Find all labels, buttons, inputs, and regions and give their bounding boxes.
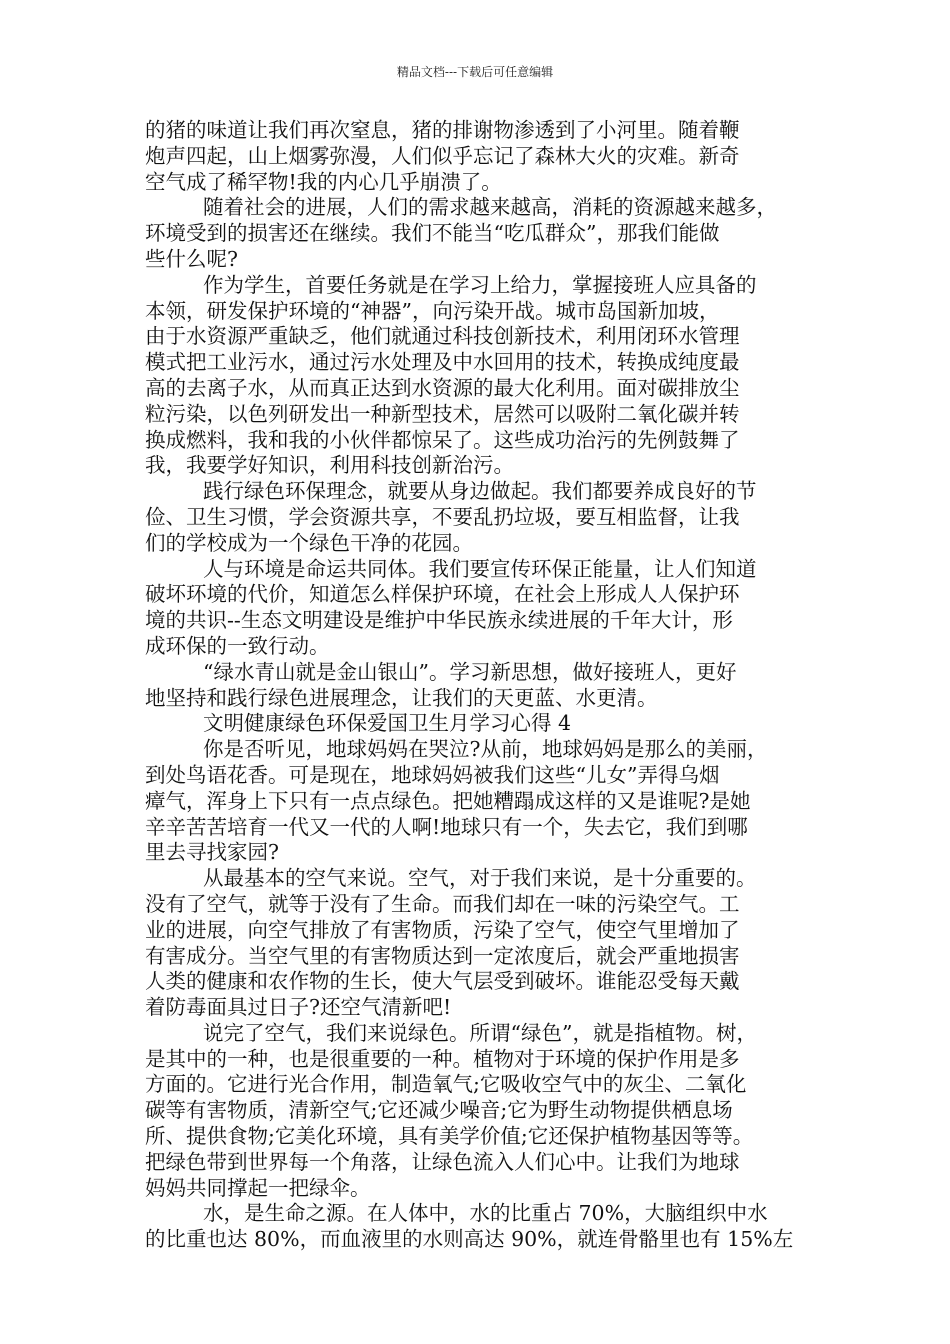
text-line: 高的去离子水，从而真正达到水资源的最大化利用。面对碳排放尘: [145, 375, 740, 400]
text-line: 由于水资源严重缺乏，他们就通过科技创新技术，利用闭环水管理: [145, 324, 740, 349]
text-line: “绿水青山就是金山银山”。学习新思想，做好接班人，更好: [203, 659, 737, 684]
text-line: 人与环境是命运共同体。我们要宣传环保正能量，让人们知道: [203, 556, 757, 581]
text-line: 我，我要学好知识，利用科技创新治污。: [145, 453, 514, 478]
text-line: 人类的健康和农作物的生长，使大气层受到破坏。谁能忍受每天戴: [145, 969, 740, 994]
text-line: 的比重也达 80%，而血液里的水则高达 90%，就连骨骼里也有 15%左: [145, 1227, 794, 1252]
text-line: 破坏环境的代价，知道怎么样保护环境，在社会上形成人人保护环: [145, 582, 740, 607]
text-line: 文明健康绿色环保爱国卫生月学习心得 4: [203, 711, 572, 736]
text-line: 境的共识--生态文明建设是维护中华民族永续进展的千年大计，形: [145, 608, 733, 633]
text-line: 模式把工业污水，通过污水处理及中水回用的技术，转换成纯度最: [145, 350, 740, 375]
text-line: 你是否听见，地球妈妈在哭泣?从前，地球妈妈是那么的美丽，: [203, 737, 768, 762]
text-line: 没有了空气，就等于没有了生命。而我们却在一味的污染空气。工: [145, 891, 740, 916]
text-line: 炮声四起，山上烟雾弥漫，人们似乎忘记了森林大火的灾难。新奇: [145, 143, 740, 168]
text-line: 从最基本的空气来说。空气，对于我们来说，是十分重要的。: [203, 866, 757, 891]
text-line: 把绿色带到世界每一个角落，让绿色流入人们心中。让我们为地球: [145, 1149, 740, 1174]
page-header: 精品文档---下载后可任意编辑: [396, 65, 554, 79]
text-line: 辛辛苦苦培育一代又一代的人啊!地球只有一个，失去它，我们到哪: [145, 814, 748, 839]
text-line: 环境受到的损害还在继续。我们不能当“吃瓜群众”，那我们能做: [145, 221, 720, 246]
text-line: 作为学生，首要任务就是在学习上给力，掌握接班人应具备的: [203, 272, 757, 297]
text-line: 地坚持和践行绿色进展理念，让我们的天更蓝、水更清。: [145, 685, 658, 710]
text-line: 践行绿色环保理念，就要从身边做起。我们都要养成良好的节: [203, 479, 757, 504]
text-line: 方面的。它进行光合作用，制造氧气;它吸收空气中的灰尘、二氧化: [145, 1072, 747, 1097]
text-line: 到处鸟语花香。可是现在，地球妈妈被我们这些“儿女”弄得乌烟: [145, 762, 720, 787]
text-line: 里去寻找家园?: [145, 840, 279, 865]
text-line: 业的进展，向空气排放了有害物质，污染了空气，使空气里增加了: [145, 917, 740, 942]
text-line: 换成燃料，我和我的小伙伴都惊呆了。这些成功治污的先例鼓舞了: [145, 427, 740, 452]
text-line: 俭、卫生习惯，学会资源共享，不要乱扔垃圾，要互相监督，让我: [145, 504, 740, 529]
text-line: 们的学校成为一个绿色干净的花园。: [145, 530, 473, 555]
text-line: 是其中的一种，也是很重要的一种。植物对于环境的保护作用是多: [145, 1046, 740, 1071]
text-line: 有害成分。当空气里的有害物质达到一定浓度后，就会严重地损害: [145, 943, 740, 968]
document-body: [145, 118, 807, 1253]
text-line: 成环保的一致行动。: [145, 633, 330, 658]
text-line: 的猪的味道让我们再次窒息，猪的排谢物渗透到了小河里。随着鞭: [145, 118, 740, 142]
text-line: 碳等有害物质，清新空气;它还减少噪音;它为野生动物提供栖息场: [145, 1098, 733, 1123]
text-line: 瘴气，浑身上下只有一点点绿色。把她糟蹋成这样的又是谁呢?是她: [145, 788, 751, 813]
text-line: 些什么呢?: [145, 246, 238, 271]
text-line: 随着社会的进展，人们的需求越来越高，消耗的资源越来越多，: [203, 195, 777, 220]
text-line: 妈妈共同撑起一把绿伞。: [145, 1175, 371, 1200]
text-line: 空气成了稀罕物!我的内心几乎崩溃了。: [145, 169, 502, 194]
text-line: 着防毒面具过日子?还空气清新吧!: [145, 995, 452, 1020]
text-line: 所、提供食物;它美化环境，具有美学价值;它还保护植物基因等等。: [145, 1124, 754, 1149]
text-line: 粒污染，以色列研发出一种新型技术，居然可以吸附二氧化碳并转: [145, 401, 740, 426]
text-line: 说完了空气，我们来说绿色。所谓“绿色”，就是指植物。树，: [203, 1020, 757, 1045]
text-line: 水，是生命之源。在人体中，水的比重占 70%，大脑组织中水: [203, 1201, 768, 1226]
text-line: 本领，研发保护环境的“神器”，向污染开战。城市岛国新加坡，: [145, 298, 720, 323]
